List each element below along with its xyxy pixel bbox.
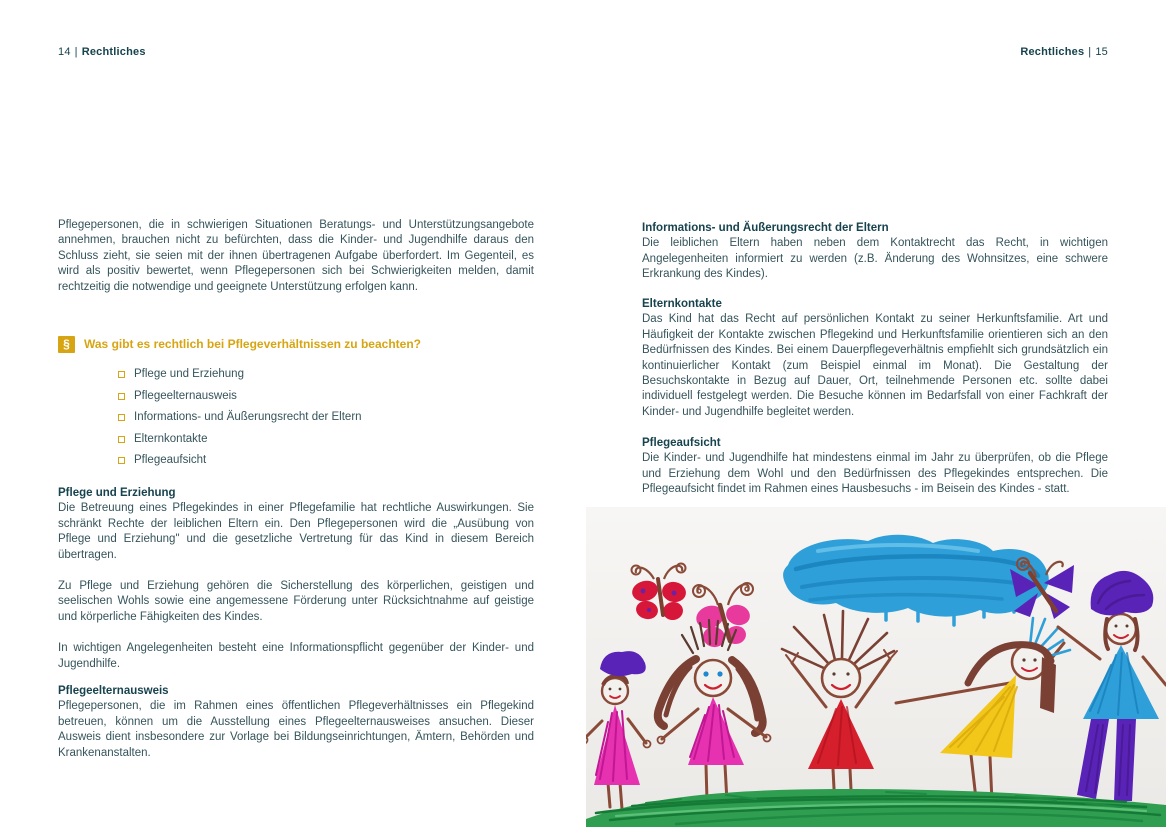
section-paragraph: In wichtigen Angelegenheiten besteht eine Informationspflicht gegenüber der Kinder- und Jugendhilfe. bbox=[58, 642, 534, 670]
list-item-label: Pflege und Erziehung bbox=[134, 368, 244, 381]
section-title: Elternkontakte bbox=[642, 298, 722, 310]
photo-children-drawing bbox=[586, 507, 1166, 827]
intro-paragraph-block bbox=[58, 218, 534, 295]
list-item-label: Informations- und Äußerungsrecht der Eltern bbox=[134, 411, 362, 424]
section-title: Pflege und Erziehung bbox=[58, 487, 176, 499]
section-title: Pflegeaufsicht bbox=[642, 437, 721, 449]
square-bullet-icon bbox=[118, 371, 125, 378]
section-pflegeaufsicht bbox=[642, 436, 1108, 498]
section-informationsrecht bbox=[642, 221, 1108, 283]
section-paragraph: Pflegepersonen, die im Rahmen eines öffentlichen Pflegeverhältnisses ein Pflegekind betreuen, können um die Ausstellung eines Pflegeelternausweises ansuchen. Dieser Ausweis dient insbesondere zur Vorlage bei Bildungseinrichtungen, Ämtern, Behörden und Krankenanstalten. bbox=[58, 700, 534, 759]
list-item bbox=[118, 429, 534, 451]
question-list bbox=[58, 364, 534, 472]
intro-paragraph: Pflegepersonen, die in schwierigen Situationen Beratungs- und Unterstützungsangebote annehmen, brauchen nicht zu befürchten, dass die Kinder- und Jugendhilfe daraus den Schluss zieht, sie seien mit der ihnen übertragenen Aufgabe überfordert. Im Gegenteil, es wird als positiv bewertet, wenn Pflegepersonen sich bei Schwierigkeiten melden, damit rechtzeitig die notwendige und geeignete Unterstützung erfolgen kann. bbox=[58, 219, 534, 293]
section-pflegeelternausweis bbox=[58, 684, 534, 761]
section-paragraph: Die leiblichen Eltern haben neben dem Kontaktrecht das Recht, in wichtigen Angelegenheiten informiert zu werden (z.B. Änderung des Wohnsitzes, eine schwere Erkrankung des Kindes). bbox=[642, 237, 1108, 281]
section-title: Pflegeelternausweis bbox=[58, 685, 169, 697]
section-label-right: Rechtliches bbox=[1020, 46, 1085, 58]
square-bullet-icon bbox=[118, 436, 125, 443]
section-label-left: Rechtliches bbox=[81, 46, 146, 58]
section-title: Informations- und Äußerungsrecht der Eltern bbox=[642, 222, 889, 234]
section-paragraph: Die Betreuung eines Pflegekindes in einer Pflegefamilie hat rechtliche Auswirkungen. Sie schränkt Rechte der leiblichen Eltern ein. Den Pflegepersonen wird die „Ausübung von Pflege und Erziehung" und die gesetzliche Vertretung für das Kind in diesem Bereich übertragen. bbox=[58, 502, 534, 561]
section-paragraph: Das Kind hat das Recht auf persönlichen Kontakt zu seiner Herkunftsfamilie. Art und Häufigkeit der Kontakte zwischen Pflegekind und Herkunftsfamilie orientieren sich an den Bedürfnissen des Kindes. Bei einem Dauerpflegeverhältnis empfiehlt sich grundsätzlich ein kontinuierlicher Kontakt (zum Beispiel einmal im Monat). Die Gestaltung der Besuchskontakte in Bezug auf Dauer, Ort, teilnehmende Personen etc. sollte dabei individuell festgelegt werden. Die Besuche können im Bedarfsfall von einer Fachkraft der Kinder- und Jugendhilfe begleitet werden. bbox=[642, 313, 1108, 418]
list-item bbox=[118, 450, 534, 472]
page-number-left: 14 bbox=[58, 46, 71, 58]
list-item-label: Pflegeaufsicht bbox=[134, 454, 207, 467]
square-bullet-icon bbox=[118, 457, 125, 464]
list-item bbox=[118, 386, 534, 408]
list-item bbox=[118, 407, 534, 429]
question-heading: Was gibt es rechtlich bei Pflegeverhältnissen zu beachten? bbox=[84, 336, 421, 351]
section-paragraph: Zu Pflege und Erziehung gehören die Sicherstellung des körperlichen, geistigen und seelischen Wohls sowie eine angemessene Förderung unter Rücksichtnahme auf geistige und körperliche Fähigkeiten des Kindes. bbox=[58, 580, 534, 623]
page-header-right bbox=[1020, 46, 1108, 58]
question-block bbox=[58, 336, 534, 472]
children-drawing bbox=[586, 507, 1166, 827]
header-divider: | bbox=[74, 46, 78, 58]
section-pflege-und-erziehung bbox=[58, 486, 534, 672]
square-bullet-icon bbox=[118, 414, 125, 421]
square-bullet-icon bbox=[118, 393, 125, 400]
question-heading-row bbox=[58, 336, 534, 353]
page-number-right: 15 bbox=[1095, 46, 1108, 58]
section-elternkontakte bbox=[642, 297, 1108, 420]
paragraph-sign-icon: § bbox=[58, 336, 75, 353]
page-header-left bbox=[58, 46, 146, 58]
header-divider: | bbox=[1088, 46, 1092, 58]
list-item-label: Elternkontakte bbox=[134, 432, 208, 445]
list-item-label: Pflegeelternausweis bbox=[134, 389, 237, 402]
list-item bbox=[118, 364, 534, 386]
section-paragraph: Die Kinder- und Jugendhilfe hat mindestens einmal im Jahr zu überprüfen, ob die Pflege und Erziehung dem Wohl und den Bedürfnissen des Pflegekindes entsprechen. Die Pflegeaufsicht findet im Rahmen eines Hausbesuchs - im Beisein des Kindes - statt. bbox=[642, 452, 1108, 496]
